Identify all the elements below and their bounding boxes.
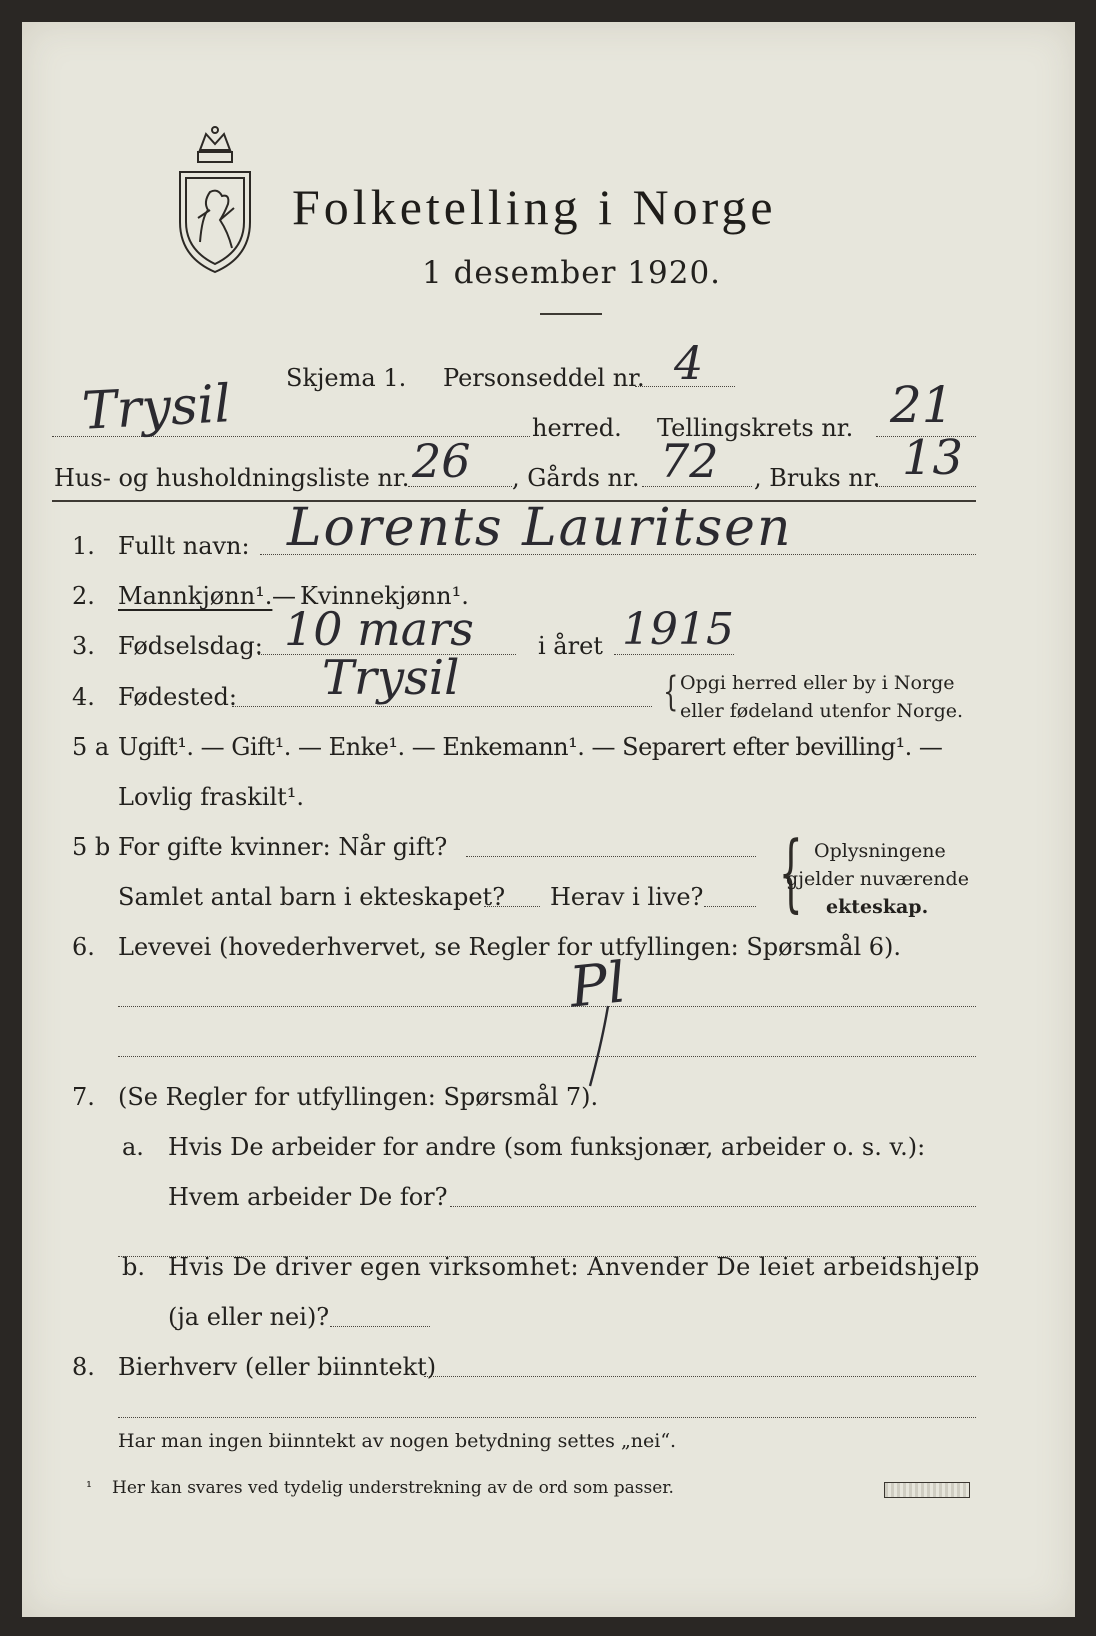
- form-title: Folketelling i Norge: [292, 179, 777, 235]
- q6-line2: [118, 1056, 976, 1057]
- bruks-label: , Bruks nr.: [754, 464, 881, 492]
- q2-number: 2.: [72, 582, 95, 610]
- q3-number: 3.: [72, 632, 95, 660]
- q7-number: 7.: [72, 1083, 95, 1111]
- footnote-text: Her kan svares ved tydelig understrekning av de ord som passer.: [112, 1478, 674, 1498]
- footnote-mark: ¹: [86, 1478, 93, 1496]
- occupation-stroke: [578, 1002, 618, 1092]
- q8-line2: [118, 1417, 976, 1418]
- q6-label: Levevei (hovederhvervet, se Regler for utfyllingen: Spørsmål 6).: [118, 933, 902, 961]
- herred-label: herred.: [532, 414, 622, 442]
- full-name-value: Lorents Lauritsen: [287, 498, 793, 558]
- marital-status-options: Ugift¹. — Gift¹. — Enke¹. — Enkemann¹. — Separert efter bevilling¹. —: [118, 733, 943, 761]
- q2-separator: —: [272, 582, 296, 610]
- q7a-letter: a.: [122, 1133, 144, 1161]
- q1-label: Fullt navn:: [118, 532, 250, 560]
- marital-status-divorced: Lovlig fraskilt¹.: [118, 783, 305, 811]
- q7b-line2: (ja eller nei)?: [168, 1303, 330, 1331]
- coat-of-arms-icon: [170, 122, 260, 282]
- q4-label: Fødested:: [118, 683, 237, 711]
- q7b-line1: Hvis De driver egen virksomhet: Anvender De leiet arbeidshjelp: [168, 1253, 980, 1281]
- herred-value: Trysil: [80, 374, 233, 442]
- q4-brace: {: [663, 669, 679, 715]
- q5a-number: 5 a: [72, 733, 110, 761]
- q5b-married-label: For gifte kvinner: Når gift?: [118, 833, 448, 861]
- birth-year-value: 1915: [622, 604, 734, 655]
- q5b-children-label: Samlet antal barn i ekteskapet?: [118, 883, 506, 911]
- husholdningsliste-label: Hus- og husholdningsliste nr.: [54, 464, 410, 492]
- occupation-value: Pl: [566, 950, 629, 1021]
- q5b-note-line3: ekteskap.: [826, 896, 929, 918]
- q5b-note-line1: Oplysningene: [814, 840, 946, 862]
- q4-line: [232, 706, 652, 707]
- q7b-letter: b.: [122, 1253, 145, 1281]
- q4-note-line2: eller fødeland utenfor Norge.: [680, 700, 964, 722]
- title-divider: [540, 313, 602, 315]
- husholdningsliste-value: 26: [412, 434, 471, 488]
- year-label: i året: [538, 632, 603, 660]
- q5b-children-line: [484, 906, 540, 907]
- personseddel-label: Personseddel nr.: [443, 364, 645, 392]
- tellingskrets-label: Tellingskrets nr.: [657, 414, 854, 442]
- printer-stamp: [884, 1482, 970, 1498]
- q1-number: 1.: [72, 532, 95, 560]
- q5b-married-line: [466, 856, 756, 857]
- q5b-alive-label: Herav i live?: [550, 883, 704, 911]
- q5b-note-line2: gjelder nuværende: [786, 868, 969, 890]
- gards-value: 72: [660, 434, 719, 488]
- q6-number: 6.: [72, 933, 95, 961]
- q8-line1: [424, 1376, 976, 1377]
- q7a-line2: Hvem arbeider De for?: [168, 1183, 448, 1211]
- q7-label: (Se Regler for utfyllingen: Spørsmål 7).: [118, 1083, 599, 1111]
- bruks-value: 13: [902, 430, 964, 486]
- q3-label: Fødselsdag:: [118, 632, 263, 660]
- census-date: 1 desember 1920.: [422, 255, 722, 291]
- q8-note: Har man ingen biinntekt av nogen betydning settes „nei“.: [118, 1430, 677, 1452]
- q4-note-line1: Opgi herred eller by i Norge: [680, 672, 955, 694]
- bruks-line: [876, 486, 976, 487]
- female-option: Kvinnekjønn¹.: [300, 582, 469, 610]
- q5b-brace: {: [778, 823, 803, 921]
- q8-number: 8.: [72, 1353, 95, 1381]
- q4-number: 4.: [72, 683, 95, 711]
- q5b-number: 5 b: [72, 833, 111, 861]
- skjema-label: Skjema 1.: [286, 364, 407, 392]
- census-form: [22, 22, 1075, 1617]
- birthday-value: 10 mars: [284, 602, 474, 656]
- q7a-line1: Hvis De arbeider for andre (som funksjonær, arbeider o. s. v.):: [168, 1133, 926, 1161]
- q5b-alive-line: [704, 906, 756, 907]
- personseddel-value: 4: [674, 336, 704, 390]
- gards-label: , Gårds nr.: [512, 464, 640, 492]
- q6-line1: [118, 1006, 976, 1007]
- q7a-answer-line: [450, 1206, 976, 1207]
- q7b-answer-line: [330, 1326, 430, 1327]
- tellingskrets-value: 21: [890, 376, 954, 434]
- birthplace-value: Trysil: [322, 650, 460, 706]
- q8-label: Bierhverv (eller biinntekt): [118, 1353, 437, 1381]
- male-option: Mannkjønn¹.: [118, 582, 273, 610]
